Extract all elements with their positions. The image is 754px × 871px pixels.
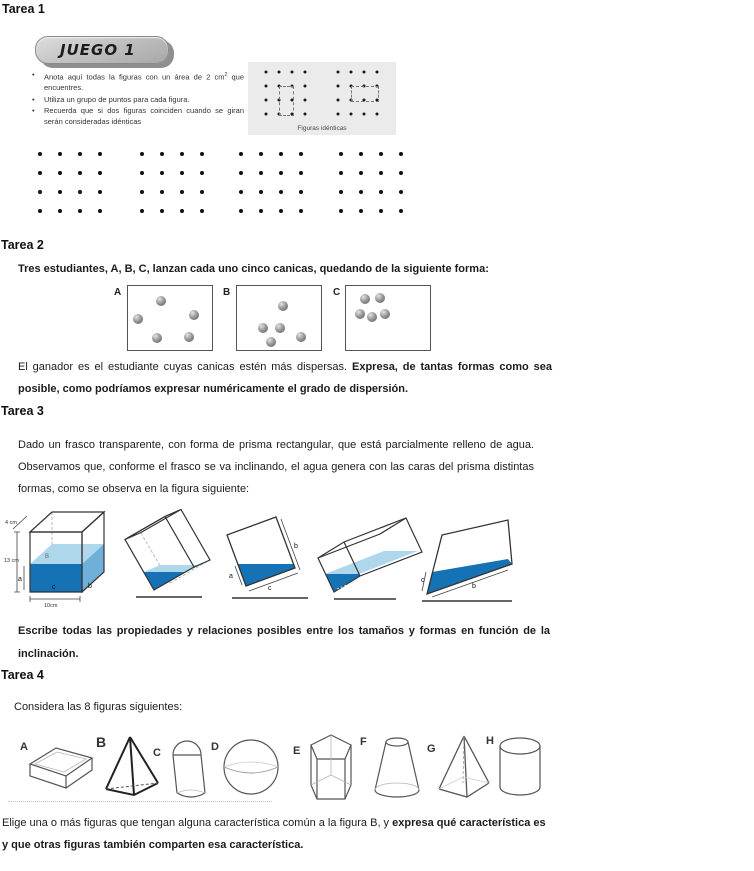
identical-figures-panel bbox=[248, 62, 396, 135]
bullet-text-2: Utiliza un grupo de puntos para cada figura. bbox=[44, 94, 190, 104]
dot-grid-2 bbox=[137, 148, 212, 218]
tilted-2d-view-1 bbox=[224, 500, 316, 604]
figure-label-f: F bbox=[360, 736, 367, 748]
marbles-box-b bbox=[236, 285, 322, 351]
svg-text:c: c bbox=[52, 584, 56, 591]
svg-text:B: B bbox=[45, 554, 50, 560]
tarea3-heading: Tarea 3 bbox=[1, 404, 44, 418]
tarea3-outro: Escribe todas las propiedades y relaciones posibles entre los tamaños y formas en función de la inclinación. bbox=[18, 625, 550, 660]
figure-label-a: A bbox=[20, 741, 28, 753]
tarea2-outro bbox=[18, 356, 552, 400]
marble bbox=[375, 293, 385, 303]
prism-figure-band bbox=[2, 496, 562, 608]
figure-label-c: C bbox=[153, 747, 161, 759]
tarea4-outro bbox=[2, 812, 550, 856]
prism-strongly-tilted-figure bbox=[304, 500, 439, 604]
dot-grid-4 bbox=[336, 148, 411, 218]
dot-grid-1 bbox=[35, 148, 110, 218]
tarea2-outro-regular: El ganador es el estudiante cuyas canicas estén más dispersas. bbox=[18, 361, 352, 373]
half-cylinder-figure bbox=[163, 733, 215, 799]
answer-dot-grids bbox=[30, 148, 420, 224]
marbles-box-c bbox=[345, 285, 431, 351]
prism-upright-figure bbox=[4, 498, 116, 608]
tarea4-heading: Tarea 4 bbox=[1, 668, 44, 682]
figure-label-e: E bbox=[293, 745, 301, 757]
tarea2-heading: Tarea 2 bbox=[1, 238, 44, 252]
figure-label-g: G bbox=[427, 743, 436, 755]
dot-grid-3 bbox=[236, 148, 311, 218]
marble bbox=[355, 309, 365, 319]
marble bbox=[184, 332, 194, 342]
marble bbox=[380, 309, 390, 319]
tarea1-instructions bbox=[30, 70, 244, 128]
tarea2-outro-bold: Expresa, de tantas formas como sea posible, como podríamos expresar numéricamente el grado de dispersión. bbox=[18, 361, 552, 395]
box-label-c: C bbox=[333, 287, 341, 298]
svg-text:a: a bbox=[18, 576, 22, 583]
identical-dot-grid-1 bbox=[256, 64, 318, 122]
marble bbox=[156, 296, 166, 306]
marble bbox=[266, 337, 276, 347]
marble bbox=[189, 310, 199, 320]
juego1-button bbox=[35, 36, 169, 64]
bullet-marker: • bbox=[32, 70, 35, 79]
svg-text:c: c bbox=[421, 577, 425, 584]
marble bbox=[275, 323, 285, 333]
box-label-b: B bbox=[223, 287, 231, 298]
dashed-figure bbox=[279, 86, 294, 116]
svg-text:b: b bbox=[88, 583, 92, 590]
tetrahedron-figure bbox=[102, 733, 162, 799]
bullet-item-2 bbox=[30, 95, 244, 106]
bullet-text-1: Anota aquí todas la figuras con un área de 2 $cm^2$ que encuentres. bbox=[44, 72, 244, 92]
cylinder-figure bbox=[494, 733, 546, 801]
marble bbox=[360, 294, 370, 304]
tilted-2d-view-2 bbox=[420, 502, 518, 604]
svg-text:b: b bbox=[472, 583, 476, 590]
svg-text:10cm: 10cm bbox=[44, 603, 58, 608]
tarea1-heading: Tarea 1 bbox=[2, 2, 45, 16]
figure-label-h: H bbox=[486, 735, 494, 747]
figure-label-d: D bbox=[211, 741, 219, 753]
bullet-text-3: Recuerda que si dos figuras coinciden cuando se giran serán consideradas idénticas bbox=[44, 106, 244, 126]
rectangular-box-figure bbox=[26, 738, 98, 794]
svg-text:b: b bbox=[294, 543, 298, 550]
marble bbox=[367, 312, 377, 322]
marble bbox=[258, 323, 268, 333]
dashed-figure bbox=[351, 86, 379, 102]
truncated-cone-figure bbox=[368, 732, 426, 802]
svg-text:13 cm: 13 cm bbox=[4, 558, 19, 564]
tarea4-intro: Considera las 8 figuras siguientes: bbox=[14, 701, 183, 713]
divider-dotted-line bbox=[8, 801, 272, 802]
tarea4-outro-regular: Elige una o más figuras que tengan alguna característica común a la figura B, y bbox=[2, 817, 393, 829]
svg-text:c: c bbox=[268, 585, 272, 592]
svg-text:a: a bbox=[229, 573, 233, 580]
superscript-2: 2 bbox=[224, 72, 228, 78]
identical-dot-grid-2 bbox=[328, 64, 390, 122]
marble bbox=[296, 332, 306, 342]
pentagonal-prism-figure bbox=[303, 731, 359, 805]
marble bbox=[152, 333, 162, 343]
svg-text:4 cm: 4 cm bbox=[5, 520, 17, 526]
tarea3-paragraph: Dado un frasco transparente, con forma de prisma rectangular, que está parcialmente relleno de agua. Observamos que, conforme el frasco se va inclinando, el agua genera con las caras del prisma distintas formas, como se observa en la figura siguiente: bbox=[18, 439, 534, 495]
bullet-item-1 bbox=[30, 70, 244, 94]
bullet-marker: • bbox=[32, 106, 35, 115]
marble bbox=[278, 301, 288, 311]
identical-figures-caption: Figuras idénticas bbox=[297, 125, 347, 132]
tarea4-outro-bold: expresa qué característica es y que otras figuras también comparten esa característica. bbox=[2, 817, 546, 851]
square-pyramid-figure bbox=[434, 733, 492, 801]
sphere-figure bbox=[220, 736, 282, 798]
tarea2-intro: Tres estudiantes, A, B, C, lanzan cada uno cinco canicas, quedando de la siguiente forma: bbox=[18, 263, 489, 275]
bullet-marker: • bbox=[32, 94, 35, 104]
prism-tilted-figure bbox=[120, 496, 220, 604]
figure-label-b: B bbox=[96, 734, 107, 750]
marble bbox=[133, 314, 143, 324]
bullet-item-3 bbox=[30, 106, 244, 127]
marbles-box-a bbox=[127, 285, 213, 351]
box-label-a: A bbox=[114, 287, 122, 298]
juego1-button-label: JUEGO 1 bbox=[60, 41, 136, 59]
